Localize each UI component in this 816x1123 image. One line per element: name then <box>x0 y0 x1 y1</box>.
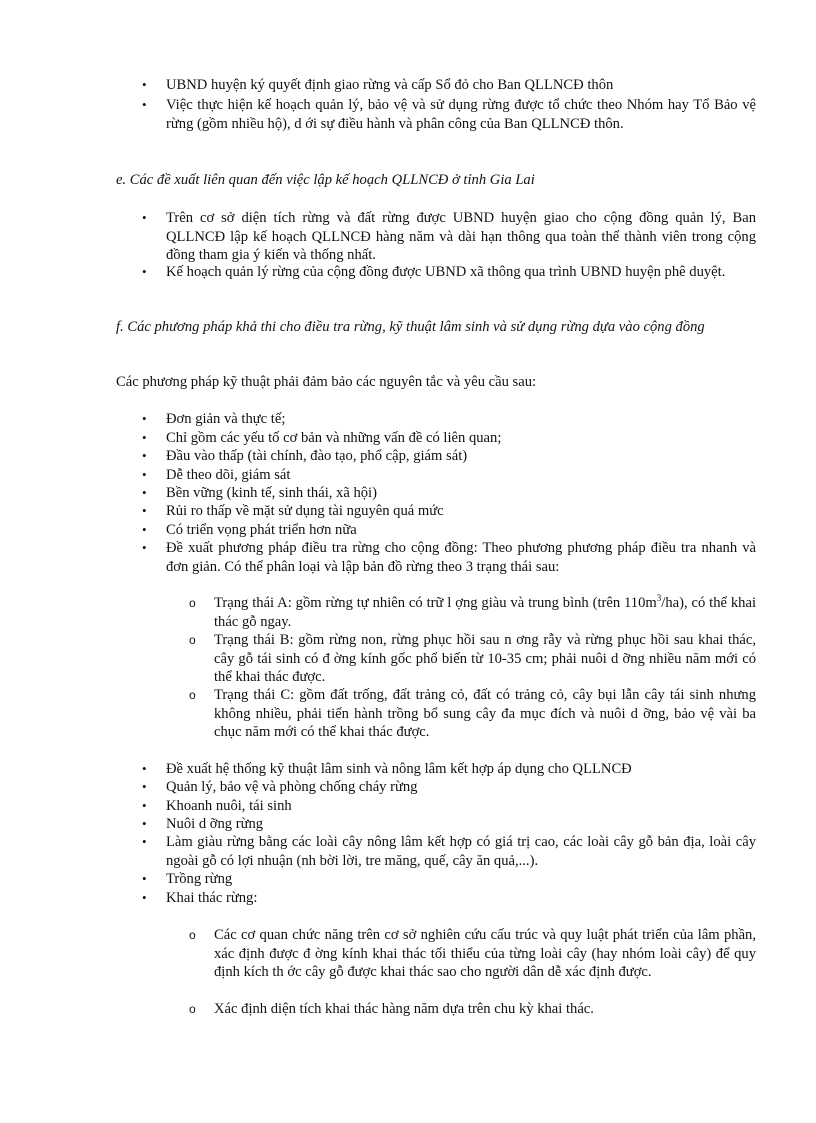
sub-list-item-state-c: o Trạng thái C: gồm đất trống, đất trảng cỏ, đất có trảng cỏ, cây bụi lẫn cây tái sinh nhưng không nhiều, phải tiến hành trồng bổ sung cây đa mục đích và nuôi d ỡng, bảo vệ vài ba chục năm mới có thể khai thác được. <box>214 686 756 742</box>
list-item: • Việc thực hiện kế hoạch quản lý, bảo vệ và sử dụng rừng được tổ chức theo Nhóm hay Tổ Bảo vệ rừng (gồm nhiều hộ), d ới sự điều hành và phân công của Ban QLLNCĐ thôn. <box>166 96 756 133</box>
list-item: • Quản lý, bảo vệ và phòng chống cháy rừng <box>166 778 756 797</box>
list-item: • Nuôi d ỡng rừng <box>166 815 756 834</box>
list-item: • Có triển vọng phát triển hơn nữa <box>166 521 756 540</box>
sub-list-item: o Các cơ quan chức năng trên cơ sở nghiên cứu cấu trúc và quy luật phát triển của lâm phần, xác định được đ ờng kính khai thác tối thiểu của từng loài cây (hay nhóm loài cây) để quy định kích th ớc cây gỗ được khai thác sao cho người dân dễ xác định được. <box>214 926 756 982</box>
section-intro: Các phương pháp kỹ thuật phải đảm bảo các nguyên tắc và yêu cầu sau: <box>116 374 537 390</box>
section-heading-e: e. Các đề xuất liên quan đến việc lập kế hoạch QLLNCĐ ở tỉnh Gia Lai <box>116 172 535 188</box>
list-item: • Đề xuất phương pháp điều tra rừng cho cộng đồng: Theo phương phương pháp điều tra nhanh và đơn giản. Có thể phân loại và lập bản đồ rừng theo 3 trạng thái sau: <box>166 539 756 576</box>
sub-list-item-state-a: o Trạng thái A: gồm rừng tự nhiên có trữ l ợng giàu và trung bình (trên $110m^3/ha$), có thể khai thác gỗ ngay. <box>214 594 756 631</box>
section-heading-f: f. Các phương pháp khả thi cho điều tra rừng, kỹ thuật lâm sinh và sử dụng rừng dựa vào cộng đồng <box>116 319 705 335</box>
list-item: • Đầu vào thấp (tài chính, đào tạo, phổ cập, giám sát) <box>166 447 756 466</box>
list-item: • Bền vững (kinh tế, sinh thái, xã hội) <box>166 484 756 503</box>
list-item: • Dễ theo dõi, giám sát <box>166 466 756 485</box>
list-item: • Làm giàu rừng bằng các loài cây nông lâm kết hợp có giá trị cao, các loài cây gỗ bản địa, loài cây ngoài gỗ có lợi nhuận (nh bời lời, tre măng, quế, cây ăn quả,...). <box>166 833 756 870</box>
list-item: • Rủi ro thấp về mặt sử dụng tài nguyên quá mức <box>166 502 756 521</box>
list-item: • Khoanh nuôi, tái sinh <box>166 797 756 816</box>
list-item: • Đề xuất hệ thống kỹ thuật lâm sinh và nông lâm kết hợp áp dụng cho QLLNCĐ <box>166 760 756 779</box>
list-item: • UBND huyện ký quyết định giao rừng và cấp Sổ đỏ cho Ban QLLNCĐ thôn <box>166 76 756 95</box>
sub-list-item-state-b: o Trạng thái B: gồm rừng non, rừng phục hồi sau n ơng rẫy và rừng phục hồi sau khai thác, cây gỗ tái sinh có đ ờng kính gốc phổ biến từ 10-35 cm; phải nuôi d ỡng nhiều năm mới có thể khai thác được. <box>214 631 756 687</box>
list-item: • Trên cơ sở diện tích rừng và đất rừng được UBND huyện giao cho cộng đồng quản lý, Ban QLLNCĐ lập kế hoạch QLLNCĐ hàng năm và dài hạn thông qua toàn thể thành viên trong cộng đồng tham gia ý kiến và thống nhất. <box>166 209 756 265</box>
list-item: • Khai thác rừng: <box>166 889 756 908</box>
list-item: • Chỉ gồm các yếu tố cơ bản và những vấn đề có liên quan; <box>166 429 756 448</box>
list-item: • Đơn giản và thực tế; <box>166 410 756 429</box>
sub-list-item: o Xác định diện tích khai thác hàng năm dựa trên chu kỳ khai thác. <box>214 1000 756 1019</box>
list-item: • Kế hoạch quản lý rừng của cộng đồng được UBND xã thông qua trình UBND huyện phê duyệt. <box>166 263 756 282</box>
list-item: • Trồng rừng <box>166 870 756 889</box>
